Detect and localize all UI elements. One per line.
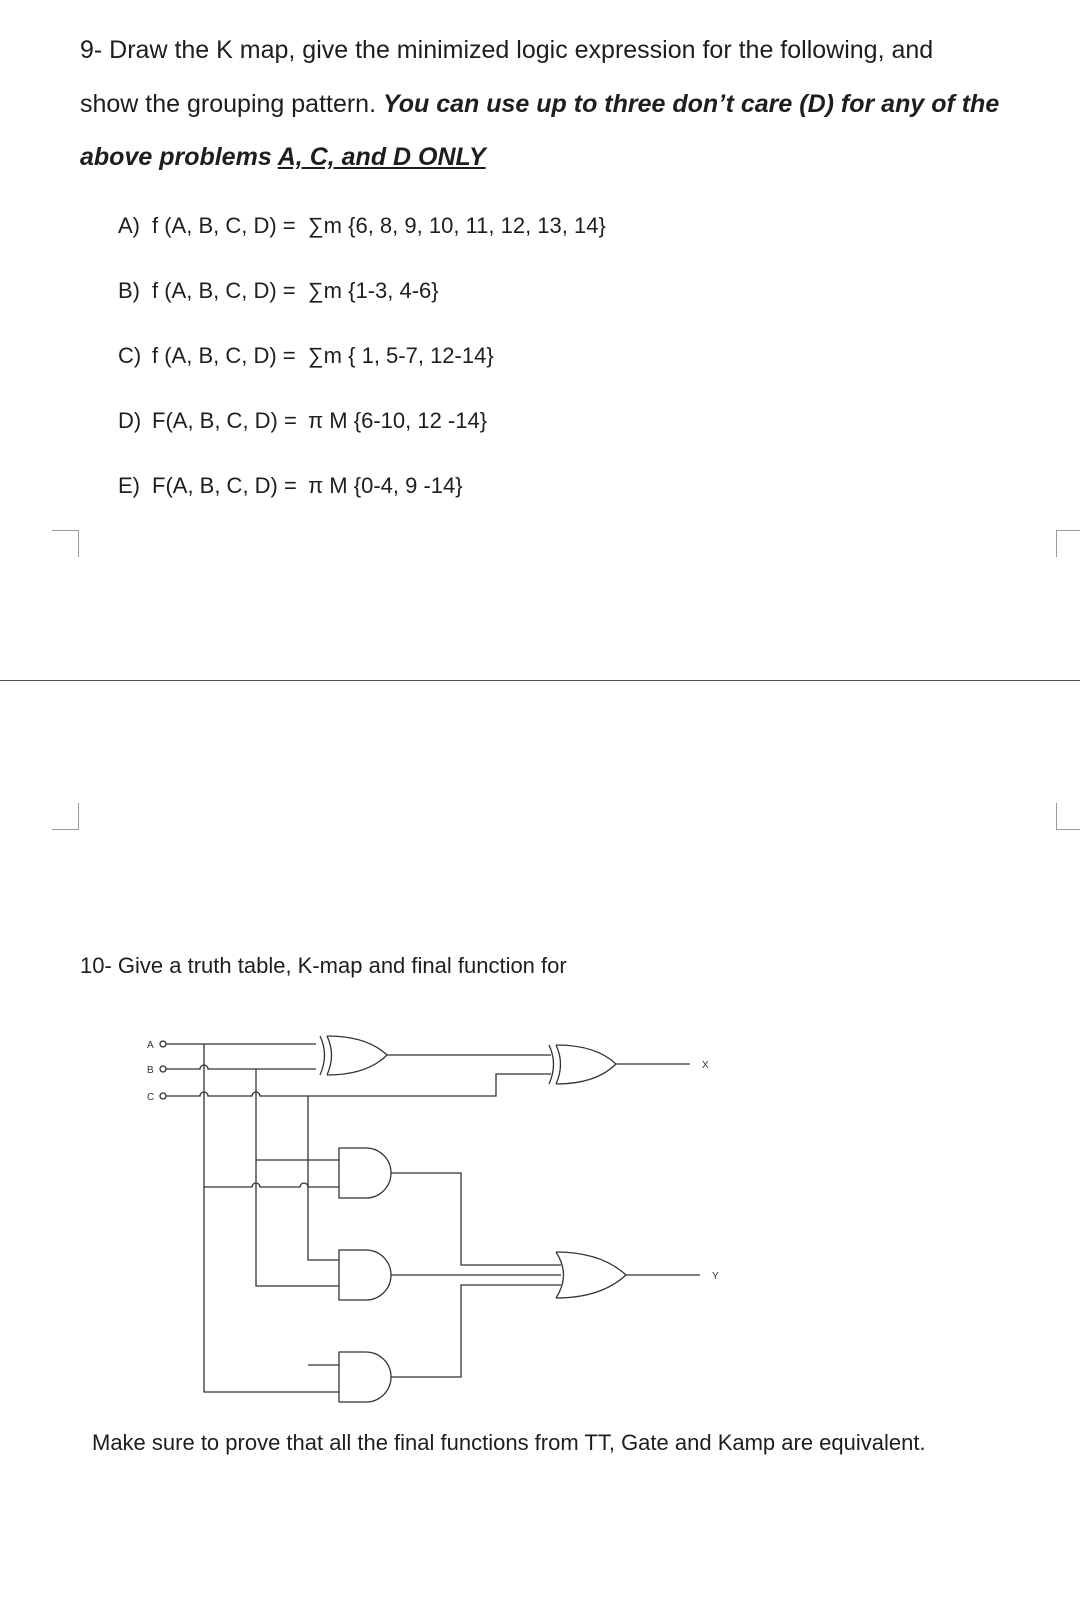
and-gate-3	[339, 1352, 391, 1402]
problem-label: D)	[118, 408, 142, 433]
and-gate-2	[339, 1250, 391, 1300]
question-9-line-2-emphasis: You can use up to three don’t care (D) for any of the	[382, 90, 1000, 118]
wire-and3-out	[391, 1285, 561, 1377]
problem-label: C)	[118, 343, 142, 368]
problem-rhs: π M {0-4, 9 -14}	[308, 473, 463, 498]
problem-rhs: ∑m { 1, 5-7, 12-14}	[308, 343, 494, 368]
label-input-c: C	[147, 1092, 155, 1103]
question-9-line-3-plain: above problems	[80, 143, 278, 171]
question-9-line-2	[80, 90, 999, 119]
page-corner-mark-bottom-left	[52, 803, 79, 830]
problem-rhs: π M {6-10, 12 -14}	[308, 408, 488, 433]
problem-lhs: f (A, B, C, D) =	[152, 278, 296, 303]
input-terminal-a	[160, 1041, 166, 1047]
page-corner-mark-top-left	[52, 530, 79, 557]
label-input-a: A	[147, 1040, 154, 1051]
label-output-x: X	[702, 1060, 709, 1071]
xor-gate-1	[320, 1036, 387, 1075]
input-terminal-b	[160, 1066, 166, 1072]
problem-label: A)	[118, 213, 140, 238]
question-9-line-3-underlined: A, C, and D ONLY	[277, 143, 486, 171]
or-gate	[556, 1252, 626, 1298]
page-corner-mark-top-right	[1056, 530, 1080, 557]
page-break-divider	[0, 680, 1080, 681]
problem-label: E)	[118, 473, 140, 498]
problem-d	[118, 408, 487, 434]
label-output-y: Y	[712, 1271, 719, 1282]
label-input-b: B	[147, 1065, 154, 1076]
xor-gate-2	[549, 1045, 616, 1084]
problem-a	[118, 213, 606, 239]
problem-lhs: F(A, B, C, D) =	[152, 473, 297, 498]
wire-c	[166, 1074, 551, 1096]
question-9-line-2-plain: show the grouping pattern.	[80, 90, 383, 118]
input-terminal-c	[160, 1093, 166, 1099]
problem-rhs: ∑m {1-3, 4-6}	[308, 278, 439, 303]
tap-c	[308, 1096, 339, 1260]
question-9-line-1: 9- Draw the K map, give the minimized logic expression for the following, and	[80, 36, 934, 64]
and-gate-1	[339, 1148, 391, 1198]
problem-e	[118, 473, 463, 499]
logic-circuit-diagram	[0, 1020, 1080, 1420]
wire-b	[166, 1065, 316, 1069]
question-10-title: 10- Give a truth table, K-map and final function for	[80, 953, 567, 978]
question-9-line-3	[80, 143, 486, 172]
problem-b	[118, 278, 439, 304]
tap-b	[256, 1069, 339, 1286]
wire-and1-out	[391, 1173, 561, 1265]
problem-lhs: f (A, B, C, D) =	[152, 213, 296, 238]
problem-rhs: ∑m {6, 8, 9, 10, 11, 12, 13, 14}	[308, 213, 606, 238]
problem-c	[118, 343, 494, 369]
problem-label: B)	[118, 278, 140, 303]
problem-lhs: F(A, B, C, D) =	[152, 408, 297, 433]
page-corner-mark-bottom-right	[1056, 803, 1080, 830]
problem-lhs: f (A, B, C, D) =	[152, 343, 296, 368]
wire-and1-in-a	[204, 1183, 339, 1187]
question-10-footer-note: Make sure to prove that all the final functions from TT, Gate and Kamp are equivalent.	[92, 1430, 926, 1455]
